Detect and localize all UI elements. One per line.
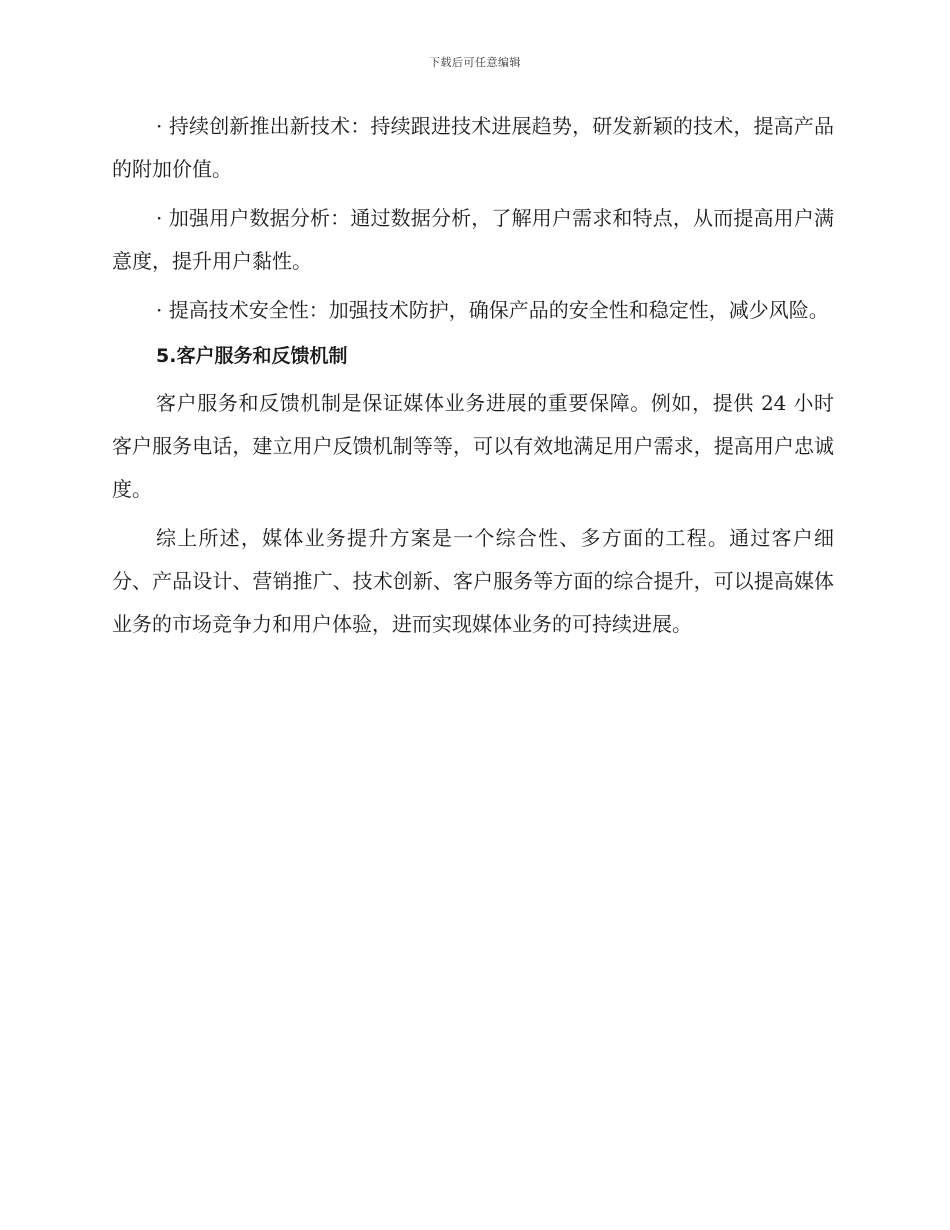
paragraph-customer-service: 客户服务和反馈机制是保证媒体业务进展的重要保障。例如，提供 24 小时客户服务电话，建立用户反馈机制等等，可以有效地满足用户需求，提高用户忠诚度。: [112, 391, 834, 501]
bullet-innovation: · 持续创新推出新技术：持续跟进技术进展趋势，研发新颖的技术，提高产品的附加价值。: [112, 114, 834, 181]
bullet-security: · 提高技术安全性：加强技术防护，确保产品的安全性和稳定性，减少风险。: [156, 298, 829, 322]
bullet-data-analysis: · 加强用户数据分析：通过数据分析，了解用户需求和特点，从而提高用户满意度，提升用户黏性。: [112, 206, 834, 273]
document-body: [112, 105, 834, 652]
page-header-note: 下载后可任意编辑: [429, 56, 521, 69]
paragraph-summary: 综上所述，媒体业务提升方案是一个综合性、多方面的工程。通过客户细分、产品设计、营销推广、技术创新、客户服务等方面的综合提升，可以提高媒体业务的市场竞争力和用户体验，进而实现媒体业务的可持续进展。: [112, 526, 834, 636]
section-heading: 5.客户服务和反馈机制: [156, 345, 348, 367]
